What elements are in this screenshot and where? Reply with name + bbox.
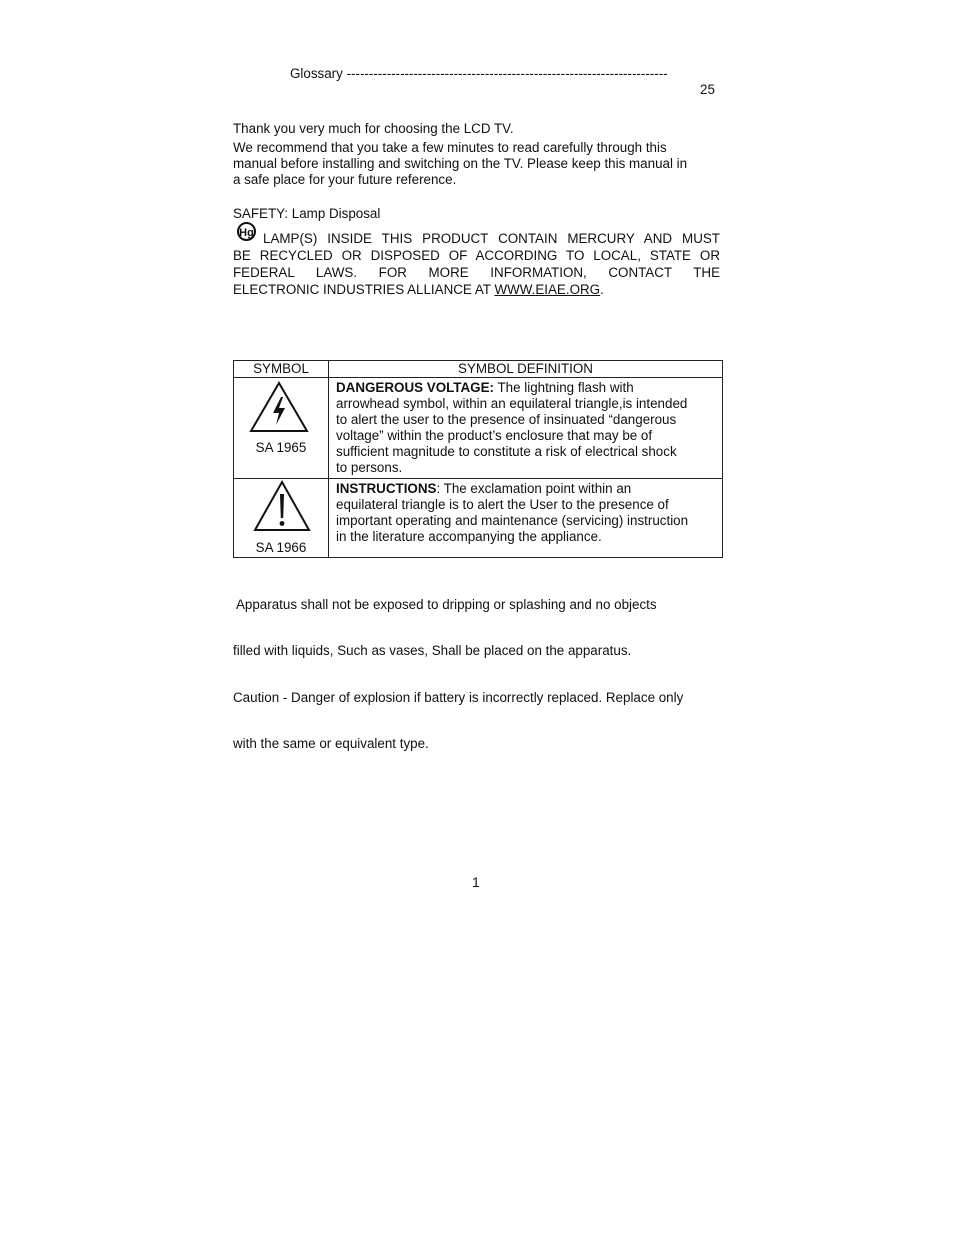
text-line: manual before installing and switching on the TV. Please keep this manual in xyxy=(233,156,688,171)
safety-paragraph xyxy=(233,231,720,298)
definition-title: DANGEROUS VOLTAGE: xyxy=(336,380,494,395)
text-line: filled with liquids, Such as vases, Shall be placed on the apparatus. xyxy=(233,643,632,658)
toc-leader: ------------------------------------------------------------------------ xyxy=(346,66,668,81)
definition-title: INSTRUCTIONS xyxy=(336,481,437,496)
symbol-code: SA 1965 xyxy=(255,440,307,455)
intro-line: Thank you very much for choosing the LCD TV. xyxy=(233,121,514,136)
text-line: in the literature accompanying the appliance. xyxy=(336,529,602,544)
text-line: FEDERAL LAWS. FOR MORE INFORMATION, CONTACT THE xyxy=(233,265,720,280)
text-line: voltage” within the product’s enclosure that may be of xyxy=(336,428,653,443)
text-line: LAMP(S) INSIDE THIS PRODUCT CONTAIN MERCURY AND MUST xyxy=(263,231,720,246)
text-line xyxy=(336,481,716,497)
text-line: important operating and maintenance (servicing) instruction xyxy=(336,513,689,528)
text-line: arrowhead symbol, within an equilateral triangle,is intended xyxy=(336,396,688,411)
text-line: with the same or equivalent type. xyxy=(233,736,429,751)
safety-heading: SAFETY: Lamp Disposal xyxy=(233,206,381,221)
exclamation-warning-icon xyxy=(253,480,311,532)
text-segment: . xyxy=(600,282,604,297)
definition-cell xyxy=(329,479,723,558)
text-line xyxy=(336,380,716,396)
column-header-definition: SYMBOL DEFINITION xyxy=(329,361,723,378)
definition-cell xyxy=(329,378,723,479)
text-line: sufficient magnitude to constitute a risk of electrical shock xyxy=(336,444,677,459)
notes-paragraph xyxy=(233,567,683,767)
lightning-warning-icon xyxy=(249,381,309,433)
text-line: Caution - Danger of explosion if battery is incorrectly replaced. Replace only xyxy=(233,690,684,705)
table-row xyxy=(234,479,723,558)
text-line: equilateral triangle is to alert the User to the presence of xyxy=(336,497,669,512)
text-line: a safe place for your future reference. xyxy=(233,172,457,187)
text-line: BE RECYCLED OR DISPOSED OF ACCORDING TO LOCAL, STATE OR xyxy=(233,248,720,263)
text-segment: ELECTRONIC INDUSTRIES ALLIANCE AT xyxy=(233,282,495,297)
text-line: to alert the user to the presence of insinuated “dangerous xyxy=(336,412,677,427)
column-header-symbol: SYMBOL xyxy=(234,361,329,378)
text-line: to persons. xyxy=(336,460,403,475)
page-number: 1 xyxy=(472,874,480,890)
toc-label: Glossary xyxy=(290,66,343,81)
text-line: We recommend that you take a few minutes to read carefully through this xyxy=(233,140,667,155)
toc-entry xyxy=(290,66,668,82)
symbol-code: SA 1966 xyxy=(255,540,307,555)
toc-page-number: 25 xyxy=(700,82,715,97)
text-line: Apparatus shall not be exposed to dripping or splashing and no objects xyxy=(233,597,657,612)
eiae-link[interactable]: WWW.EIAE.ORG xyxy=(494,282,601,297)
symbol-table xyxy=(233,360,723,558)
mercury-hg-icon: Hg xyxy=(237,222,256,241)
text-segment: The lightning flash with xyxy=(493,380,634,395)
symbol-cell xyxy=(234,479,329,558)
table-header-row xyxy=(234,361,723,378)
table-row xyxy=(234,378,723,479)
text-segment: : The exclamation point within an xyxy=(436,481,632,496)
symbol-cell xyxy=(234,378,329,479)
text-line xyxy=(233,282,720,298)
intro-paragraph xyxy=(233,140,687,188)
